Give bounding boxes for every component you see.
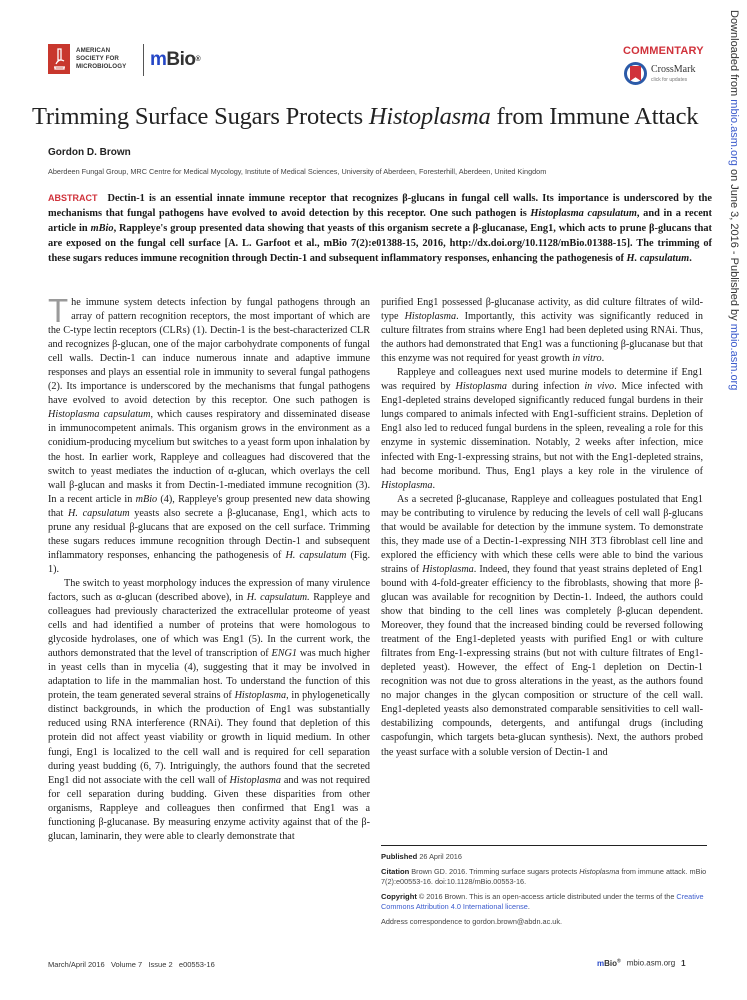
abstract-italic: H. capsulatum bbox=[626, 252, 690, 264]
journal-logo-rest: Bio bbox=[166, 49, 196, 70]
journal-logo-m: m bbox=[150, 49, 167, 70]
title-italic: Histoplasma bbox=[368, 103, 491, 130]
citation-text: from immune attack. mBio 7(2):e00553-16. doi:10.1128/mBio.00553-16. bbox=[381, 866, 707, 886]
text: . Indeed, they found that yeast strains depleted of Eng1 bound with 4-fold-greater efficiency to the fibroblasts, showing that more β-glucan was available for recognition by Dectin-1. Indeed, the authors could show that binding to the cell lines was completely β-glucan dependent. Moreover, they found that the increased binding could be reversed following treatment of the Eng1-depleted yeasts with purified Eng1 or with culture filtrates from Eng-1-expressing strains (but not with culture filtrates of Eng1-depleted yeast). However, the effect of Eng-1 depletion on Dectin-1 recognition was not due to gross alterations in the yeast, as the authors found no major changes in the glycan composition or structure of the cell wall. Eng1-depleted yeasts also demonstrated comparable sensitivities to cell wall-destabilizing compounds, detergents, and antifungal drugs (including caspofungin, which targets beta-glucan synthesis). Next, the authors probed the yeast surface with a soluble version of Dectin-1 and bbox=[381, 563, 703, 758]
abstract-label: ABSTRACT bbox=[48, 193, 98, 203]
citation-text: Brown GD. 2016. Trimming surface sugars protects bbox=[411, 866, 580, 876]
drop-cap: T bbox=[48, 292, 69, 329]
footer-journal bbox=[597, 958, 686, 968]
correspondence-row: Address correspondence to gordon.brown@abdn.ac.uk. bbox=[381, 916, 563, 926]
citation-italic: Histoplasma bbox=[579, 866, 620, 876]
text: . bbox=[432, 479, 436, 491]
body-paragraph bbox=[381, 366, 703, 492]
abstract bbox=[48, 191, 712, 267]
text: The switch to yeast morphology induces the expression of many virulence factors, such as α-glucan (described above), in bbox=[48, 577, 370, 603]
download-banner bbox=[716, 10, 742, 390]
italic-text: Histoplasma bbox=[404, 311, 457, 323]
text: during infection bbox=[507, 381, 585, 393]
text: Rappleye and colleagues next used murine models to determine if Eng1 was required by bbox=[381, 367, 703, 393]
publication-info bbox=[381, 845, 707, 931]
author-name: Gordon D. Brown bbox=[48, 147, 131, 158]
journal-logo bbox=[150, 50, 200, 70]
page-number: 1 bbox=[681, 958, 686, 968]
text: (4), Rappleye's group presented new data showing that bbox=[48, 493, 371, 519]
body-paragraph bbox=[48, 577, 370, 844]
publisher-line-1: AMERICAN bbox=[76, 47, 111, 54]
body-paragraph bbox=[381, 296, 703, 366]
publisher-line-3: MICROBIOLOGY bbox=[76, 63, 127, 71]
italic-text: ENG1 bbox=[271, 648, 297, 660]
copyright-row bbox=[381, 892, 707, 913]
italic-text: H. capsulatum. bbox=[246, 591, 310, 603]
italic-text: in vitro bbox=[572, 353, 602, 365]
publisher-line-2: SOCIETY FOR bbox=[76, 55, 119, 63]
footer-journal-logo bbox=[597, 959, 621, 968]
crossmark-label: CrossMark bbox=[651, 64, 696, 75]
body-paragraph bbox=[381, 493, 703, 760]
published-row bbox=[381, 852, 707, 863]
abstract-italic: mBio bbox=[90, 222, 114, 234]
published-date: 26 April 2016 bbox=[419, 852, 462, 861]
italic-text: H. capsulatum bbox=[67, 507, 130, 519]
text: was much higher in yeast cells than in mycelia (4), suggesting that it may be involved in adaptation to life in the mammalian host. To understand the function of this protein, the team generated several strains of bbox=[48, 648, 370, 702]
abstract-text: . bbox=[689, 252, 692, 264]
italic-text: Histoplasma bbox=[234, 690, 287, 702]
banner-middle: on June 3, 2016 - Published by bbox=[728, 165, 740, 324]
italic-text: Histoplasma capsulatum bbox=[48, 409, 151, 421]
crossmark-sub: click for updates bbox=[651, 77, 688, 83]
text: As a secreted β-glucanase, Rappleye and colleagues postulated that Eng1 may be contributing to virulence by reducing the levels of cell wall β-glucans that would be available for detection by the immune system. To demonstrate this, they made use of a Dectin-1-expressing NIH 3T3 fibroblast cell line and explored the efficiency with which these cells were able to bind the various strains of bbox=[381, 493, 703, 575]
text: . Mice infected with Eng1-depleted strains developed significantly reduced fungal burdens in their lungs compared to animals infected with Eng1-sufficient strains. Depletion of Eng1 also led to reduced fungal burdens in the spleen, revealing a role for this enzyme in systemic dissemination. Notably, 2 weeks after infection, mice infected with Eng-1-expressing strains, but not with the Eng1-depleted strains, had become moribund. Thus, Eng1 plays a key role in the virulence of bbox=[381, 381, 703, 477]
footer-site-link[interactable]: mbio.asm.org bbox=[626, 958, 676, 968]
citation-label: Citation bbox=[381, 866, 410, 876]
italic-text: Histoplasma bbox=[381, 479, 433, 491]
banner-prefix: Downloaded from bbox=[728, 10, 740, 100]
footer-logo-m: m bbox=[597, 958, 605, 968]
text: yeasts also secrete a β-glucanase, Eng1, which acts to prune any residual β-glucans that are exposed on the cell surface. Trimming these sugars reduces immune recognition through Dectin-1 and subsequent inflammatory responses, enhancing the pathogenesis of bbox=[48, 507, 370, 561]
title-part: from Immune Attack bbox=[490, 103, 699, 130]
footer-logo-rest: Bio bbox=[604, 958, 618, 968]
text: , which causes respiratory and disseminated disease in immunocompetent animals. This organism grows in the environment as a conidium-producing mycelium but switches to a yeast form upon inhalation by the host. In earlier work, Rappleye and colleagues had discovered that the switch to yeast mediates the induction of α-glucan, which overlays the cell wall β-glucan and masks it from Dectin-1-mediated immune recognition (3). In a recent article in bbox=[48, 409, 371, 505]
italic-text: mBio bbox=[135, 493, 158, 505]
crossmark-button[interactable] bbox=[624, 62, 704, 92]
logo-divider bbox=[143, 44, 144, 76]
registered-mark: ® bbox=[195, 56, 201, 63]
text: Rappleye and colleagues had previously characterized the extracellular proteome of yeast cells and had identified a number of proteins that were homologous to glycoside hydrolases, one of which was Eng1 (5). In the current work, the authors demonstrated that the level of transcription of bbox=[48, 591, 370, 660]
italic-text: Histoplasma bbox=[229, 774, 281, 786]
text: . bbox=[601, 353, 605, 365]
italic-text: H. capsulatum bbox=[285, 549, 347, 561]
article-type-label: COMMENTARY bbox=[623, 45, 704, 57]
text: and was not required for cell separation during budding. Given these disparities from other organisms, Rappleye and colleagues then confirmed that Eng1 was a functioning β-glucanase. By measuring enzyme activity against that of the β-glucan, laminarin, they were able to clearly demonstrate that bbox=[48, 774, 370, 842]
footer-issue-info: March/April 2016 Volume 7 Issue 2 e00553-16 bbox=[48, 960, 215, 969]
copyright-label: Copyright bbox=[381, 891, 417, 901]
license-link[interactable]: Creative Commons Attribution 4.0 International license bbox=[381, 891, 704, 911]
body-column-left bbox=[48, 292, 371, 844]
abstract-text: Dectin-1 is an essential innate immune receptor that recognizes β-glucans in fungal cell walls. Its importance is underscored by the mechanisms that fungal pathogens have evolved to avoid detection by this receptor. One such pathogen is bbox=[48, 193, 712, 219]
abstract-italic: Histoplasma capsulatum bbox=[530, 207, 637, 219]
abstract-text: , and in a recent article in bbox=[48, 207, 712, 234]
text: purified Eng1 possessed β-glucanase activity, as did culture filtrates of wild-type bbox=[381, 297, 703, 323]
italic-text: Histoplasma bbox=[422, 563, 474, 575]
italic-text: in vivo bbox=[584, 381, 615, 393]
asm-logo-icon bbox=[48, 44, 70, 74]
italic-text: Histoplasma bbox=[455, 381, 507, 393]
article-title bbox=[32, 103, 698, 131]
title-part: Trimming Surface Sugars Protects bbox=[32, 103, 369, 130]
copyright-text: . bbox=[527, 902, 530, 911]
text: . Importantly, this activity was significantly reduced in culture filtrates from strains where Eng1 had been depleted using RNAi. Thus, the authors had demonstrated that Eng1 was a functioning β-glucanase but that this enzyme was not required for yeast growth bbox=[381, 311, 704, 365]
copyright-text: © 2016 Brown. This is an open-access article distributed under the terms of the bbox=[418, 891, 677, 901]
banner-link-site[interactable]: mbio.asm.org bbox=[728, 99, 740, 166]
publisher-logo-text bbox=[76, 47, 126, 72]
text: , in phylogenetically distinct backgrounds, in which the production of Eng1 was substantially reduced using RNA interference (RNAi). They found that depletion of this protein did not affect yeast viability or growth in liquid medium. In other fungi, Eng1 is localized to the cell wall and is required for cell separation during yeast budding (6, 7). Intriguingly, the authors found that the secreted Eng1 did not associate with the cell wall of bbox=[48, 690, 371, 786]
registered-mark: ® bbox=[617, 958, 621, 964]
author-affiliation: Aberdeen Fungal Group, MRC Centre for Medical Mycology, Institute of Medical Sciences, University of Aberdeen, Foresterhill, Aberdeen, United Kingdom bbox=[48, 167, 547, 176]
banner-link-publisher[interactable]: mbio.asm.org bbox=[728, 323, 740, 391]
published-label: Published bbox=[381, 852, 418, 861]
body-column-right bbox=[381, 296, 703, 760]
text: (Fig. 1). bbox=[48, 549, 370, 575]
citation-row bbox=[381, 867, 707, 888]
body-paragraph bbox=[48, 292, 371, 577]
abstract-text: , Rappleye's group presented data showing that yeasts of this organism secrete a β-glucanase, Eng1, which acts to prune β-glucans that are exposed on the fungal cell surface [A. L. Garfoot et al., mBio 7(2):e01388-15, 2016, http://dx.doi.org/10.1128/mBio.01388-15]. The trimming of these sugars reduces immune recognition through Dectin-1 and subsequent inflammatory responses, enhancing the pathogenesis of bbox=[48, 222, 712, 264]
text: he immune system detects infection by fungal pathogens through an array of pattern recognition receptors, the most important of which are the C-type lectin receptors (CLRs) (1). Dectin-1 is the best-characterized CLR and recognizes β-glucan, one of the major carbohydrate components of fungal cell walls. Dectin-1 can induce numerous innate and adaptive immune responses and plays an essential role in immunity to several fungal pathogens (2). Its importance is underscored by the mechanisms that fungal pathogens have evolved to avoid detection by this receptor. One such pathogen is bbox=[48, 297, 370, 407]
